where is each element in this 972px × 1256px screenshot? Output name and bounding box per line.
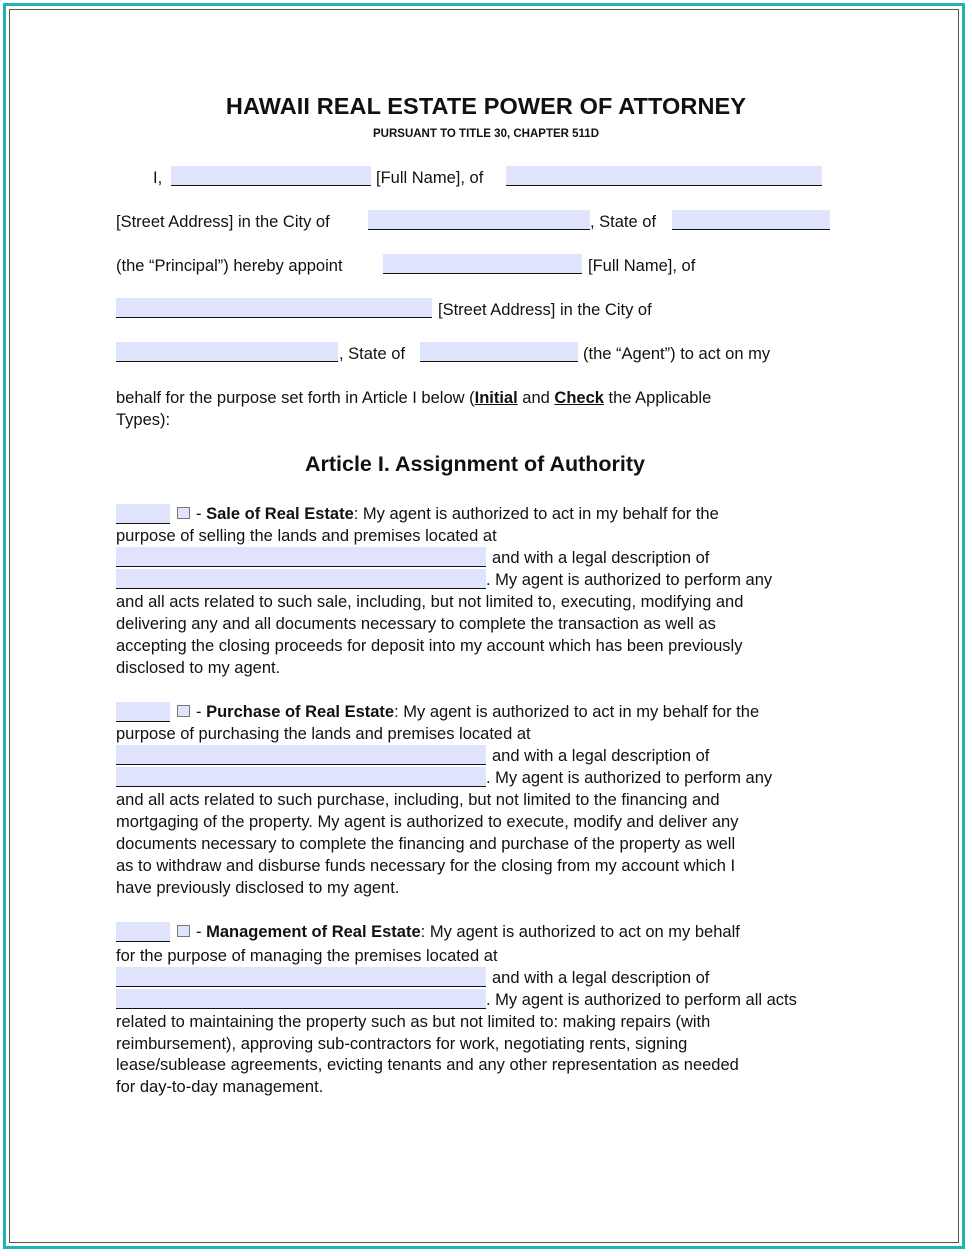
check-emphasis: Check bbox=[554, 389, 604, 407]
text-types: Types): bbox=[116, 411, 171, 429]
management-checkbox[interactable] bbox=[177, 925, 190, 937]
text-street-city: [Street Address] in the City of bbox=[116, 213, 330, 231]
article-heading: Article I. Assignment of Authority bbox=[304, 452, 646, 476]
purchase-checkbox[interactable] bbox=[177, 705, 190, 717]
purchase-legal-description-field[interactable] bbox=[116, 767, 486, 787]
agent-state-field[interactable] bbox=[420, 342, 578, 362]
management-heading: Management of Real Estate bbox=[206, 923, 421, 941]
sale-initial-field[interactable] bbox=[116, 504, 170, 524]
management-line-4: . My agent is authorized to perform all acts bbox=[486, 991, 797, 1009]
document-subtitle: PURSUANT TO TITLE 30, CHAPTER 511D bbox=[373, 128, 599, 140]
text-agent-street-city: [Street Address] in the City of bbox=[438, 301, 652, 319]
principal-street-field[interactable] bbox=[506, 166, 822, 186]
text-agent-fullname-of: [Full Name], of bbox=[588, 257, 696, 275]
management-line-7: lease/sublease agreements, evicting tenants and any other representation as needed bbox=[116, 1056, 739, 1074]
text-principal-appoint: (the “Principal”) hereby appoint bbox=[116, 257, 343, 275]
management-legal-description-field[interactable] bbox=[116, 989, 486, 1009]
management-line-1: - Management of Real Estate: My agent is authorized to act on my behalf bbox=[196, 923, 740, 941]
management-line-8: for day-to-day management. bbox=[116, 1078, 324, 1096]
sale-line-3: and with a legal description of bbox=[492, 549, 710, 567]
text-i: I, bbox=[153, 169, 163, 187]
initial-emphasis: Initial bbox=[474, 389, 518, 407]
agent-street-field[interactable] bbox=[116, 298, 432, 318]
purchase-line-2: purpose of purchasing the lands and premises located at bbox=[116, 725, 531, 743]
management-line-3: and with a legal description of bbox=[492, 969, 710, 987]
purchase-line-8: as to withdraw and disburse funds necessary for the closing from my account which I bbox=[116, 857, 736, 875]
sale-legal-description-field[interactable] bbox=[116, 569, 486, 589]
sale-line-5: and all acts related to such sale, including, but not limited to, executing, modifying and bbox=[116, 593, 744, 611]
text-agent-act: (the “Agent”) to act on my bbox=[583, 345, 771, 363]
purchase-heading: Purchase of Real Estate bbox=[206, 703, 395, 721]
management-line-6: reimbursement), approving sub-contractors for work, negotiating rents, signing bbox=[116, 1035, 688, 1053]
text-purpose-line: behalf for the purpose set forth in Article I below (Initial and Check the Applicable bbox=[116, 389, 712, 407]
agent-name-field[interactable] bbox=[383, 254, 582, 274]
sale-line-6: delivering any and all documents necessary to complete the transaction as well as bbox=[116, 615, 716, 633]
purchase-initial-field[interactable] bbox=[116, 702, 170, 722]
sale-location-field[interactable] bbox=[116, 547, 486, 567]
sale-heading: Sale of Real Estate bbox=[206, 505, 354, 523]
document-title: HAWAII REAL ESTATE POWER OF ATTORNEY bbox=[225, 93, 747, 119]
purchase-line-6: mortgaging of the property. My agent is authorized to execute, modify and deliver any bbox=[116, 813, 739, 831]
principal-city-field[interactable] bbox=[368, 210, 590, 230]
purchase-line-7: documents necessary to complete the financing and purchase of the property as well bbox=[116, 835, 736, 853]
principal-state-field[interactable] bbox=[672, 210, 830, 230]
text-fullname-of: [Full Name], of bbox=[376, 169, 484, 187]
management-initial-field[interactable] bbox=[116, 922, 170, 942]
agent-city-field[interactable] bbox=[116, 342, 338, 362]
sale-checkbox[interactable] bbox=[177, 507, 190, 519]
management-location-field[interactable] bbox=[116, 967, 486, 987]
sale-line-7: accepting the closing proceeds for deposit into my account which has been previously bbox=[116, 637, 743, 655]
sale-line-8: disclosed to my agent. bbox=[116, 659, 281, 677]
purchase-line-3: and with a legal description of bbox=[492, 747, 710, 765]
purchase-line-9: have previously disclosed to my agent. bbox=[116, 879, 400, 897]
text-state-of: , State of bbox=[590, 213, 657, 231]
purchase-line-1: - Purchase of Real Estate: My agent is authorized to act in my behalf for the bbox=[196, 703, 760, 721]
purchase-line-5: and all acts related to such purchase, including, but not limited to the financing and bbox=[116, 791, 720, 809]
purchase-location-field[interactable] bbox=[116, 745, 486, 765]
text-agent-state-of: , State of bbox=[339, 345, 406, 363]
management-line-5: related to maintaining the property such as but not limited to: making repairs (with bbox=[116, 1013, 711, 1031]
management-line-2: for the purpose of managing the premises located at bbox=[116, 947, 498, 965]
purchase-line-4: . My agent is authorized to perform any bbox=[486, 769, 773, 787]
sale-line-4: . My agent is authorized to perform any bbox=[486, 571, 773, 589]
principal-name-field[interactable] bbox=[171, 166, 371, 186]
sale-line-2: purpose of selling the lands and premises located at bbox=[116, 527, 497, 545]
sale-line-1: - Sale of Real Estate: My agent is authorized to act in my behalf for the bbox=[196, 505, 719, 523]
